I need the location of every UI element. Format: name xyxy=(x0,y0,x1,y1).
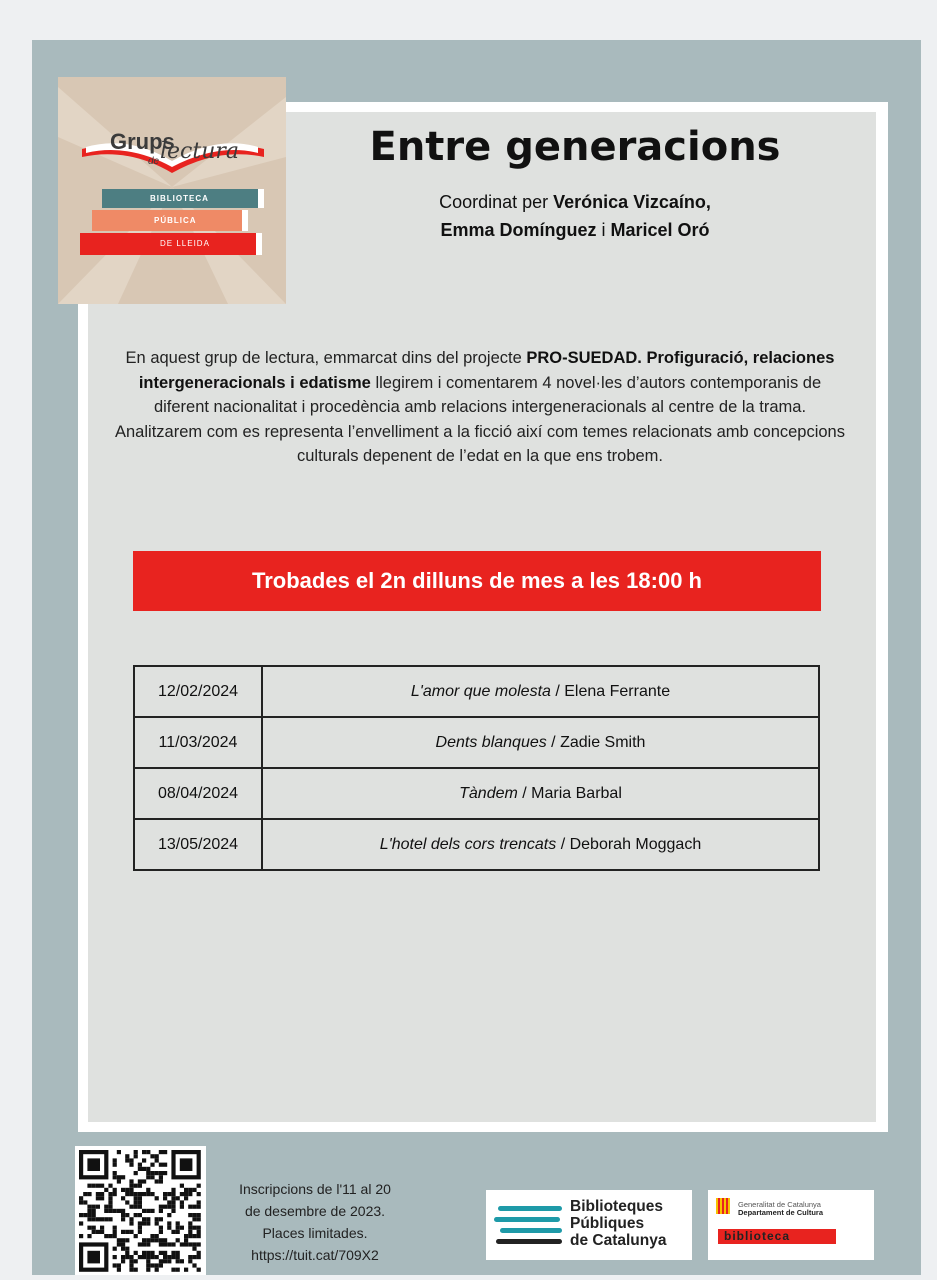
session-book xyxy=(262,717,819,768)
coord-prefix: Coordinat per xyxy=(439,192,554,212)
session-row xyxy=(134,717,819,768)
logo-book-label-1: BIBLIOTECA xyxy=(150,194,209,203)
book-title: Dents blanques xyxy=(435,733,547,751)
senyera-icon xyxy=(716,1198,736,1220)
session-date: 08/04/2024 xyxy=(134,768,262,819)
book-author: / Zadie Smith xyxy=(546,733,646,751)
bpc-line-2: Públiques xyxy=(570,1215,645,1232)
intro-part-1: En aquest grup de lectura, emmarcat dins del projecte xyxy=(125,349,527,367)
coordinators xyxy=(370,188,780,244)
registration-line-2: de desembre de 2023. xyxy=(244,1203,386,1219)
logo-book-label-2: PÚBLICA xyxy=(154,216,197,225)
session-row xyxy=(134,666,819,717)
coord-name-3: Maricel Oró xyxy=(610,220,710,240)
book-author: / Deborah Moggach xyxy=(556,835,702,853)
book-title: L'hotel dels cors trencats xyxy=(379,835,557,853)
bpc-line-1: Biblioteques xyxy=(570,1198,664,1215)
book-author: / Maria Barbal xyxy=(517,784,622,802)
sessions-table xyxy=(133,665,820,871)
logo-illustration xyxy=(58,77,286,304)
book-title: L'amor que molesta xyxy=(410,682,551,700)
gencat-line-1: Generalitat de Catalunya xyxy=(738,1200,821,1209)
intro-part-2: llegirem i comentarem 4 novel·les d’autors contemporanis de diferent nacionalitat i procedència amb relacions intergeneracionals al centre de la trama. Analitzarem com es representa l’envelliment a la ficció així com temes relacionats amb concepcions culturals depenent de l’edat en la que ens trobem. xyxy=(115,373,845,465)
coord-name-2: Emma Domínguez xyxy=(440,220,597,240)
session-book xyxy=(262,819,819,870)
session-row xyxy=(134,768,819,819)
qr-code-graphic xyxy=(75,1146,206,1275)
gencat-line-2: Departament de Cultura xyxy=(738,1208,824,1217)
coord-joiner: i xyxy=(596,220,611,240)
session-book xyxy=(262,666,819,717)
registration-link[interactable]: https://tuit.cat/709X2 xyxy=(251,1247,379,1263)
biblioteques-publiques-logo xyxy=(486,1190,692,1260)
biblioteca-wordmark: biblioteca xyxy=(718,1229,836,1244)
session-book xyxy=(262,768,819,819)
book-title: Tàndem xyxy=(459,784,518,802)
logo-book-label-3: DE LLEIDA xyxy=(160,239,210,248)
logo-word-de: de xyxy=(148,156,160,167)
logo-word-lectura: lectura xyxy=(160,139,240,164)
page-title: Entre generacions xyxy=(369,124,781,170)
qr-code[interactable] xyxy=(75,1146,206,1275)
session-date: 11/03/2024 xyxy=(134,717,262,768)
bpc-name xyxy=(570,1198,666,1249)
coord-name-1: Verónica Vizcaíno, xyxy=(553,192,711,212)
bpc-stripes-icon xyxy=(494,1204,566,1248)
intro-project-name: PRO-SUEDAD. Profiguració, relaciones intergeneracionals i edatisme xyxy=(138,349,835,392)
grups-de-lectura-logo xyxy=(58,77,286,304)
logo-word-grups: Grups xyxy=(110,129,175,154)
registration-line-1: Inscripcions de l'11 al 20 xyxy=(239,1181,391,1197)
bpc-line-3: de Catalunya xyxy=(570,1232,667,1249)
session-row xyxy=(134,819,819,870)
session-date: 13/05/2024 xyxy=(134,819,262,870)
session-date: 12/02/2024 xyxy=(134,666,262,717)
book-author: / Elena Ferrante xyxy=(550,682,671,700)
generalitat-logo xyxy=(708,1190,874,1260)
intro-paragraph xyxy=(110,346,850,469)
registration-line-3: Places limitades. xyxy=(262,1225,368,1241)
registration-info xyxy=(220,1178,410,1266)
schedule-banner: Trobades el 2n dilluns de mes a les 18:00 h xyxy=(133,551,821,611)
